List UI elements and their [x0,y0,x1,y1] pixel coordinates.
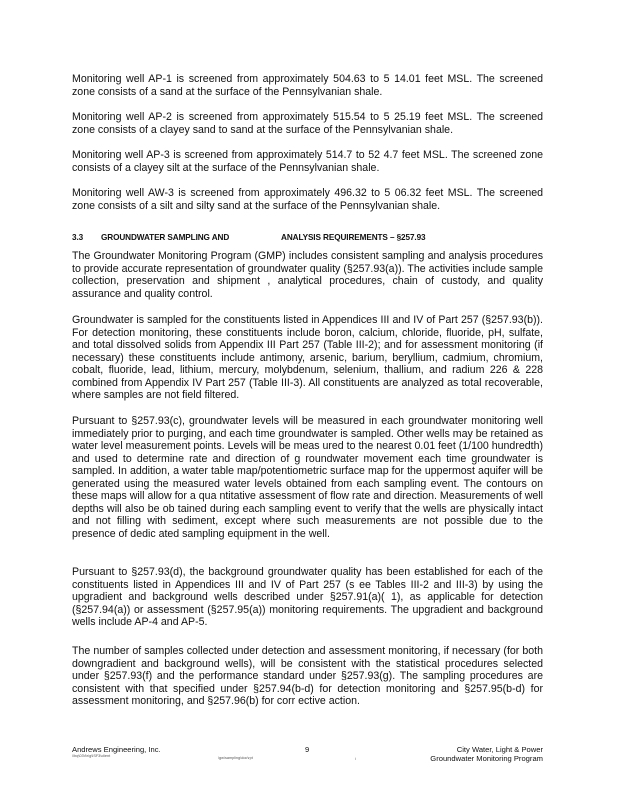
paragraph-pursuant-c: Pursuant to §257.93(c), groundwater levels will be measured in each groundwater monitoring well immediately prior to purging, and each time groundwater is sampled. Other wells may be retained as water level measurement points. Levels will be meas ured to the nearest 0.01 feet (1/100 hundredth) and used to determine rate and direction of g roundwater movement each time groundwater is sampled. In addition, a water table map/potentiometric surface map for the uppermost aquifer will be generated using the measured water levels obtained from each sampling event. The contours on these maps will allow for a qua ntitative assessment of flow rate and direction. Measurements of well depths will also be ob tained during each sampling event to verify that the wells are physically intact and not filling with sediment, except where such measurements are not possible due to the presence of dedic ated sampling equipment in the well. [72,415,543,540]
paragraph-ap1: Monitoring well AP-1 is screened from approximately 504.63 to 5 14.01 feet MSL. The screened zone consists of a sand at the surface of the Pennsylvanian shale. [72,73,543,98]
section-number: 3.3 [72,233,84,242]
footer-client: City Water, Light & Power [456,745,543,754]
footer-mark: i [355,757,356,761]
section-title-part2: ANALYSIS REQUIREMENTS – §257.93 [281,233,426,242]
footer-program: Groundwater Monitoring Program [430,754,543,763]
paragraph-aw3: Monitoring well AW-3 is screened from approximately 496.32 to 5 06.32 feet MSL. The screened zone consists of a silt and silty sand at the surface of the Pennsylvanian shale. [72,187,543,212]
paragraph-gmp: The Groundwater Monitoring Program (GMP) includes consistent sampling and analysis procedures to provide accurate representation of groundwater quality (§257.93(a)). The activities include sample collection, preservation and shipment , analytical procedures, chain of custody, and quality assurance and quality control. [72,250,543,300]
section-title-part1: GROUNDWATER SAMPLING AND [101,233,230,242]
footer-center [305,745,309,754]
page-number: 9 [305,745,310,754]
footer-right [430,745,543,763]
footer-file-ref: \\bq\03\f\r\g\ISF3\client [72,754,111,758]
footer-company: Andrews Engineering, Inc. [72,745,161,754]
footer-doc-ref: \gw\sampling\doc\rpt [218,756,253,760]
paragraph-ap2: Monitoring well AP-2 is screened from approximately 515.54 to 5 25.19 feet MSL. The screened zone consists of a clayey sand to sand at the surface of the Pennsylvanian shale. [72,111,543,136]
paragraph-sampled: Groundwater is sampled for the constituents listed in Appendices III and IV of Part 257 (§257.93(b)). For detection monitoring, these constituents include boron, calcium, chloride, fluoride, pH, sulfate, and total dissolved solids from Appendix III Part 257 (Table III-2); and for assessment monitoring (if necessary) these constituents include antimony, arsenic, barium, beryllium, cadmium, chromium, cobalt, fluoride, lead, lithium, mercury, molybdenum, selenium, thallium, and radium 226 & 228 combined from Appendix IV Part 257 (Table III-3). All constituents are analyzed as total recoverable, where samples are not field filtered. [72,314,543,401]
paragraph-ap3: Monitoring well AP-3 is screened from approximately 514.7 to 52 4.7 feet MSL. The screened zone consists of a clayey silt at the surface of the Pennsylvanian shale. [72,149,543,174]
footer-left [72,745,161,758]
paragraph-samples: The number of samples collected under detection and assessment monitoring, if necessary (for both downgradient and background wells), will be consistent with the statistical procedures selected under §257.93(f) and the performance standard under §257.93(g). The sampling procedures are consistent with that specified under §257.94(b-d) for detection monitoring and §257.95(b-d) for assessment monitoring, and §257.96(b) for corr ective action. [72,645,543,707]
paragraph-pursuant-d: Pursuant to §257.93(d), the background groundwater quality has been established for each of the constituents listed in Appendices III and IV of Part 257 (s ee Tables III-2 and III-3) by using the upgradient and background wells described under §257.91(a)( 1), as applicable for detection (§257.94(a)) or assessment (§257.95(a)) monitoring requirements. The upgradient and background wells include AP-4 and AP-5. [72,566,543,628]
